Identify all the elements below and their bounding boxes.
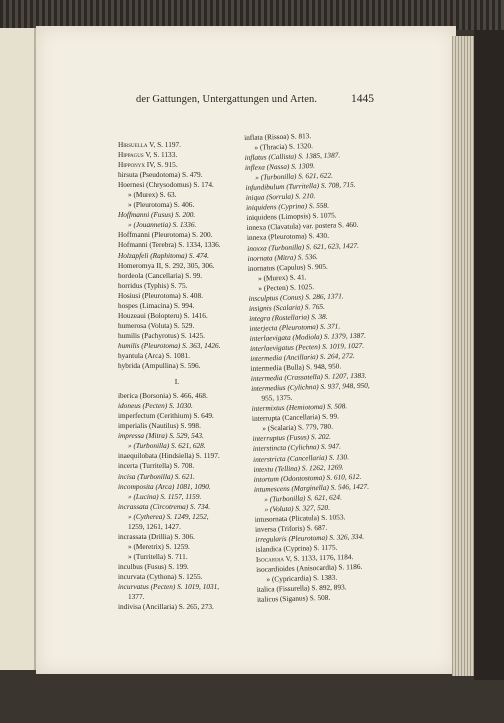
index-entry: humerosa (Voluta) S. 529. <box>118 320 195 330</box>
book-cover-edge <box>474 30 504 680</box>
index-entry: Isocardia V, S. 1133, 1176, 1184. <box>255 552 354 564</box>
index-entry: iniquidens (Limopsis) S. 1075. <box>246 210 337 223</box>
index-entry: » (Voluta) S. 327, 520. <box>264 502 331 514</box>
index-entry: Houzeaui (Bolopteru) S. 1416. <box>118 310 208 320</box>
index-entry: inornata (Mitra) S. 536. <box>247 251 318 263</box>
index-entry: intermixtus (Hemiotoma) S. 508. <box>251 401 348 414</box>
index-entry: Hofmanni (Terebra) S. 1334, 1336. <box>118 240 221 250</box>
index-entry: italica (Fissurella) S. 892, 893. <box>256 582 347 594</box>
index-entry: innexa (Clavatula) var. postera S. 460. <box>246 220 359 233</box>
index-entry: 955, 1375. <box>261 392 293 403</box>
index-entry: intortum (Odontostoma) S. 610, 612. <box>253 471 362 484</box>
index-entry: » (Pecten) S. 1025. <box>258 281 315 293</box>
index-entry: isocardioides (Anisocardia) S. 1186. <box>256 561 363 574</box>
index-entry: Hoffmanni (Fusus) S. 200. <box>118 210 196 220</box>
index-entry: » (Turbonilla) S. 621, 624. <box>264 492 342 504</box>
index-entry: » (Pleurotoma) S. 406. <box>128 200 195 210</box>
index-entry: Hippagus V, S. 1133. <box>118 150 178 160</box>
index-entry: » (Jouannetia) S. 1336. <box>128 220 197 230</box>
index-entry: hybrida (Ampullina) S. 596. <box>118 361 201 371</box>
index-entry: » (Murex) S. 63. <box>128 190 177 200</box>
index-entry: Homeromya II, S. 292, 305, 306. <box>118 260 215 270</box>
book-page <box>36 26 456 674</box>
index-entry: inaequilobata (Hindsiella) S. 1197. <box>118 451 220 461</box>
page-stack-edge <box>452 36 474 676</box>
index-entry: humilis (Pleurotoma) S. 363, 1426. <box>118 340 221 350</box>
index-entry: interlaevigatus (Pecten) S. 1019, 1027. <box>249 340 365 353</box>
index-entry: inflatus (Callista) S. 1385, 1387. <box>244 150 341 163</box>
index-entry: » (Cypricardia) S. 1383. <box>266 572 338 584</box>
index-letter-heading: I. <box>174 377 180 387</box>
index-entry: intermedius (Cylichna) S. 937, 948, 950, <box>251 380 370 394</box>
page-number: 1445 <box>351 93 374 105</box>
index-entry: intusornata (Plicatula) S. 1053. <box>254 512 346 524</box>
index-entry: iberica (Borsonia) S. 466, 468. <box>118 391 208 401</box>
index-entry: » (Thracia) S. 1320. <box>254 141 314 152</box>
index-entry: inornatus (Capulus) S. 905. <box>247 261 328 273</box>
index-entry: imperfectum (Cerithium) S. 649. <box>118 411 214 421</box>
running-header: der Gattungen, Untergattungen und Arten. <box>136 94 318 105</box>
index-entry: Hoffmanni (Pleurotoma) S. 200. <box>118 230 213 240</box>
index-entry: Hipponyx IV, S. 915. <box>118 160 178 170</box>
index-entry: inflata (Rissoa) S. 813. <box>244 131 312 142</box>
index-entry: » (Lucina) S. 1157, 1159. <box>128 491 202 501</box>
index-entry: Holzapfeli (Raphitoma) S. 474. <box>118 250 210 260</box>
index-entry: Hoernesi (Chrysodomus) S. 174. <box>118 180 214 190</box>
index-entry: impressa (Mitra) S. 529, 543. <box>118 431 204 441</box>
index-entry: infundibulum (Turritella) S. 708, 715. <box>245 180 356 193</box>
index-entry: » (Turbonilla) S. 621, 622. <box>255 170 333 182</box>
index-entry: interlaevigata (Modiola) S. 1379, 1387. <box>249 330 366 343</box>
index-entry: inversa (Triforis) S. 687. <box>254 522 328 534</box>
index-entry: incrassata (Drillia) S. 306. <box>118 531 195 541</box>
index-entry: inoxxa (Turbonilla) S. 621, 623, 1427. <box>247 240 359 253</box>
index-entry: hyantula (Arca) S. 1081. <box>118 350 190 360</box>
index-entry: » (Murex) S. 41. <box>257 271 307 283</box>
index-entry: hirsuta (Pseudotoma) S. 479. <box>118 170 203 180</box>
index-entry: inflexa (Nassa) S. 1309. <box>244 161 316 173</box>
index-entry: incerta (Turritella) S. 708. <box>118 461 195 471</box>
index-entry: iniquidens (Cyprina) S. 558. <box>245 200 330 213</box>
index-entry: indivisa (Ancillaria) S. 265, 273. <box>118 602 214 612</box>
index-entry: interstincta (Cylichna) S. 947. <box>252 441 342 454</box>
index-entry: interjecta (Pleurotoma) S. 371. <box>249 321 341 333</box>
index-entry: incurvata (Cythona) S. 1255. <box>118 571 203 581</box>
index-entry: incurvatus (Pecten) S. 1019, 1031, <box>118 582 220 592</box>
index-entry: incisa (Turbonilla) S. 621. <box>118 471 195 481</box>
index-entry: horridus (Typhis) S. 75. <box>118 280 188 290</box>
index-entry: Hosiusi (Pleurotoma) S. 408. <box>118 290 203 300</box>
index-column-left <box>118 140 236 612</box>
index-entry: » (Cytherea) S. 1249, 1252, <box>128 511 209 521</box>
index-entry: 1377. <box>128 592 145 602</box>
index-entry: intextu (Tellina) S. 1262, 1269. <box>253 461 344 474</box>
index-column-right <box>244 129 387 605</box>
index-entry: 1259, 1261, 1427. <box>128 521 181 531</box>
index-entry: imperialis (Nautilus) S. 998. <box>118 421 201 431</box>
index-entry: islandica (Cyprina) S. 1175. <box>255 542 338 554</box>
index-entry: integra (Rostellaria) S. 38. <box>249 311 328 323</box>
left-page-edge <box>0 28 36 670</box>
index-entry: Hirsuella V, S. 1197. <box>118 140 181 149</box>
index-entry: intumescens (Marginella) S. 546, 1427. <box>253 481 370 494</box>
index-entry: interruptus (Fusus) S. 202. <box>252 432 332 444</box>
index-entry: hordeola (Cancellaria) S. 99. <box>118 270 203 280</box>
index-entry: insignis (Scalaria) S. 765. <box>248 301 326 313</box>
index-entry: iniqua (Sorrula) S. 210. <box>245 191 316 203</box>
index-entry: humilis (Pachyrotus) S. 1425. <box>118 330 205 340</box>
index-entry: idoneus (Pecten) S. 1030. <box>118 401 193 411</box>
index-entry: hospes (Limacina) S. 994. <box>118 300 195 310</box>
index-entry: intermedia (Bulla) S. 948, 950. <box>250 361 342 373</box>
index-entry: » (Turbonilla) S. 621, 628. <box>128 441 206 451</box>
index-entry: intermedia (Ancillaria) S. 264, 272. <box>250 351 355 363</box>
index-entry: intermedia (Crassatella) S. 1207, 1383. <box>250 370 367 384</box>
index-entry: » (Scalaria) S. 779, 780. <box>262 421 334 433</box>
index-entry: incrassata (Circotrema) S. 734. <box>118 501 211 511</box>
index-entry: irregularis (Pleurotoma) S. 326, 334. <box>255 531 365 544</box>
index-entry: incomposita (Arca) 1081, 1090. <box>118 481 211 491</box>
index-entry: » (Meretrix) S. 1259. <box>128 541 190 551</box>
index-entry: interrupta (Cancellaria) S. 99. <box>251 411 339 424</box>
index-entry: interstricta (Cancellaria) S. 130. <box>252 451 350 464</box>
index-entry: inculbus (Fusus) S. 199. <box>118 561 189 571</box>
index-entry: insculptus (Conus) S. 286, 1371. <box>248 291 344 303</box>
index-entry: innexa (Pleurotoma) S. 430. <box>246 231 330 243</box>
index-entry: italicus (Siganus) S. 508. <box>256 592 331 604</box>
index-entry: » (Turritella) S. 711. <box>128 551 188 561</box>
